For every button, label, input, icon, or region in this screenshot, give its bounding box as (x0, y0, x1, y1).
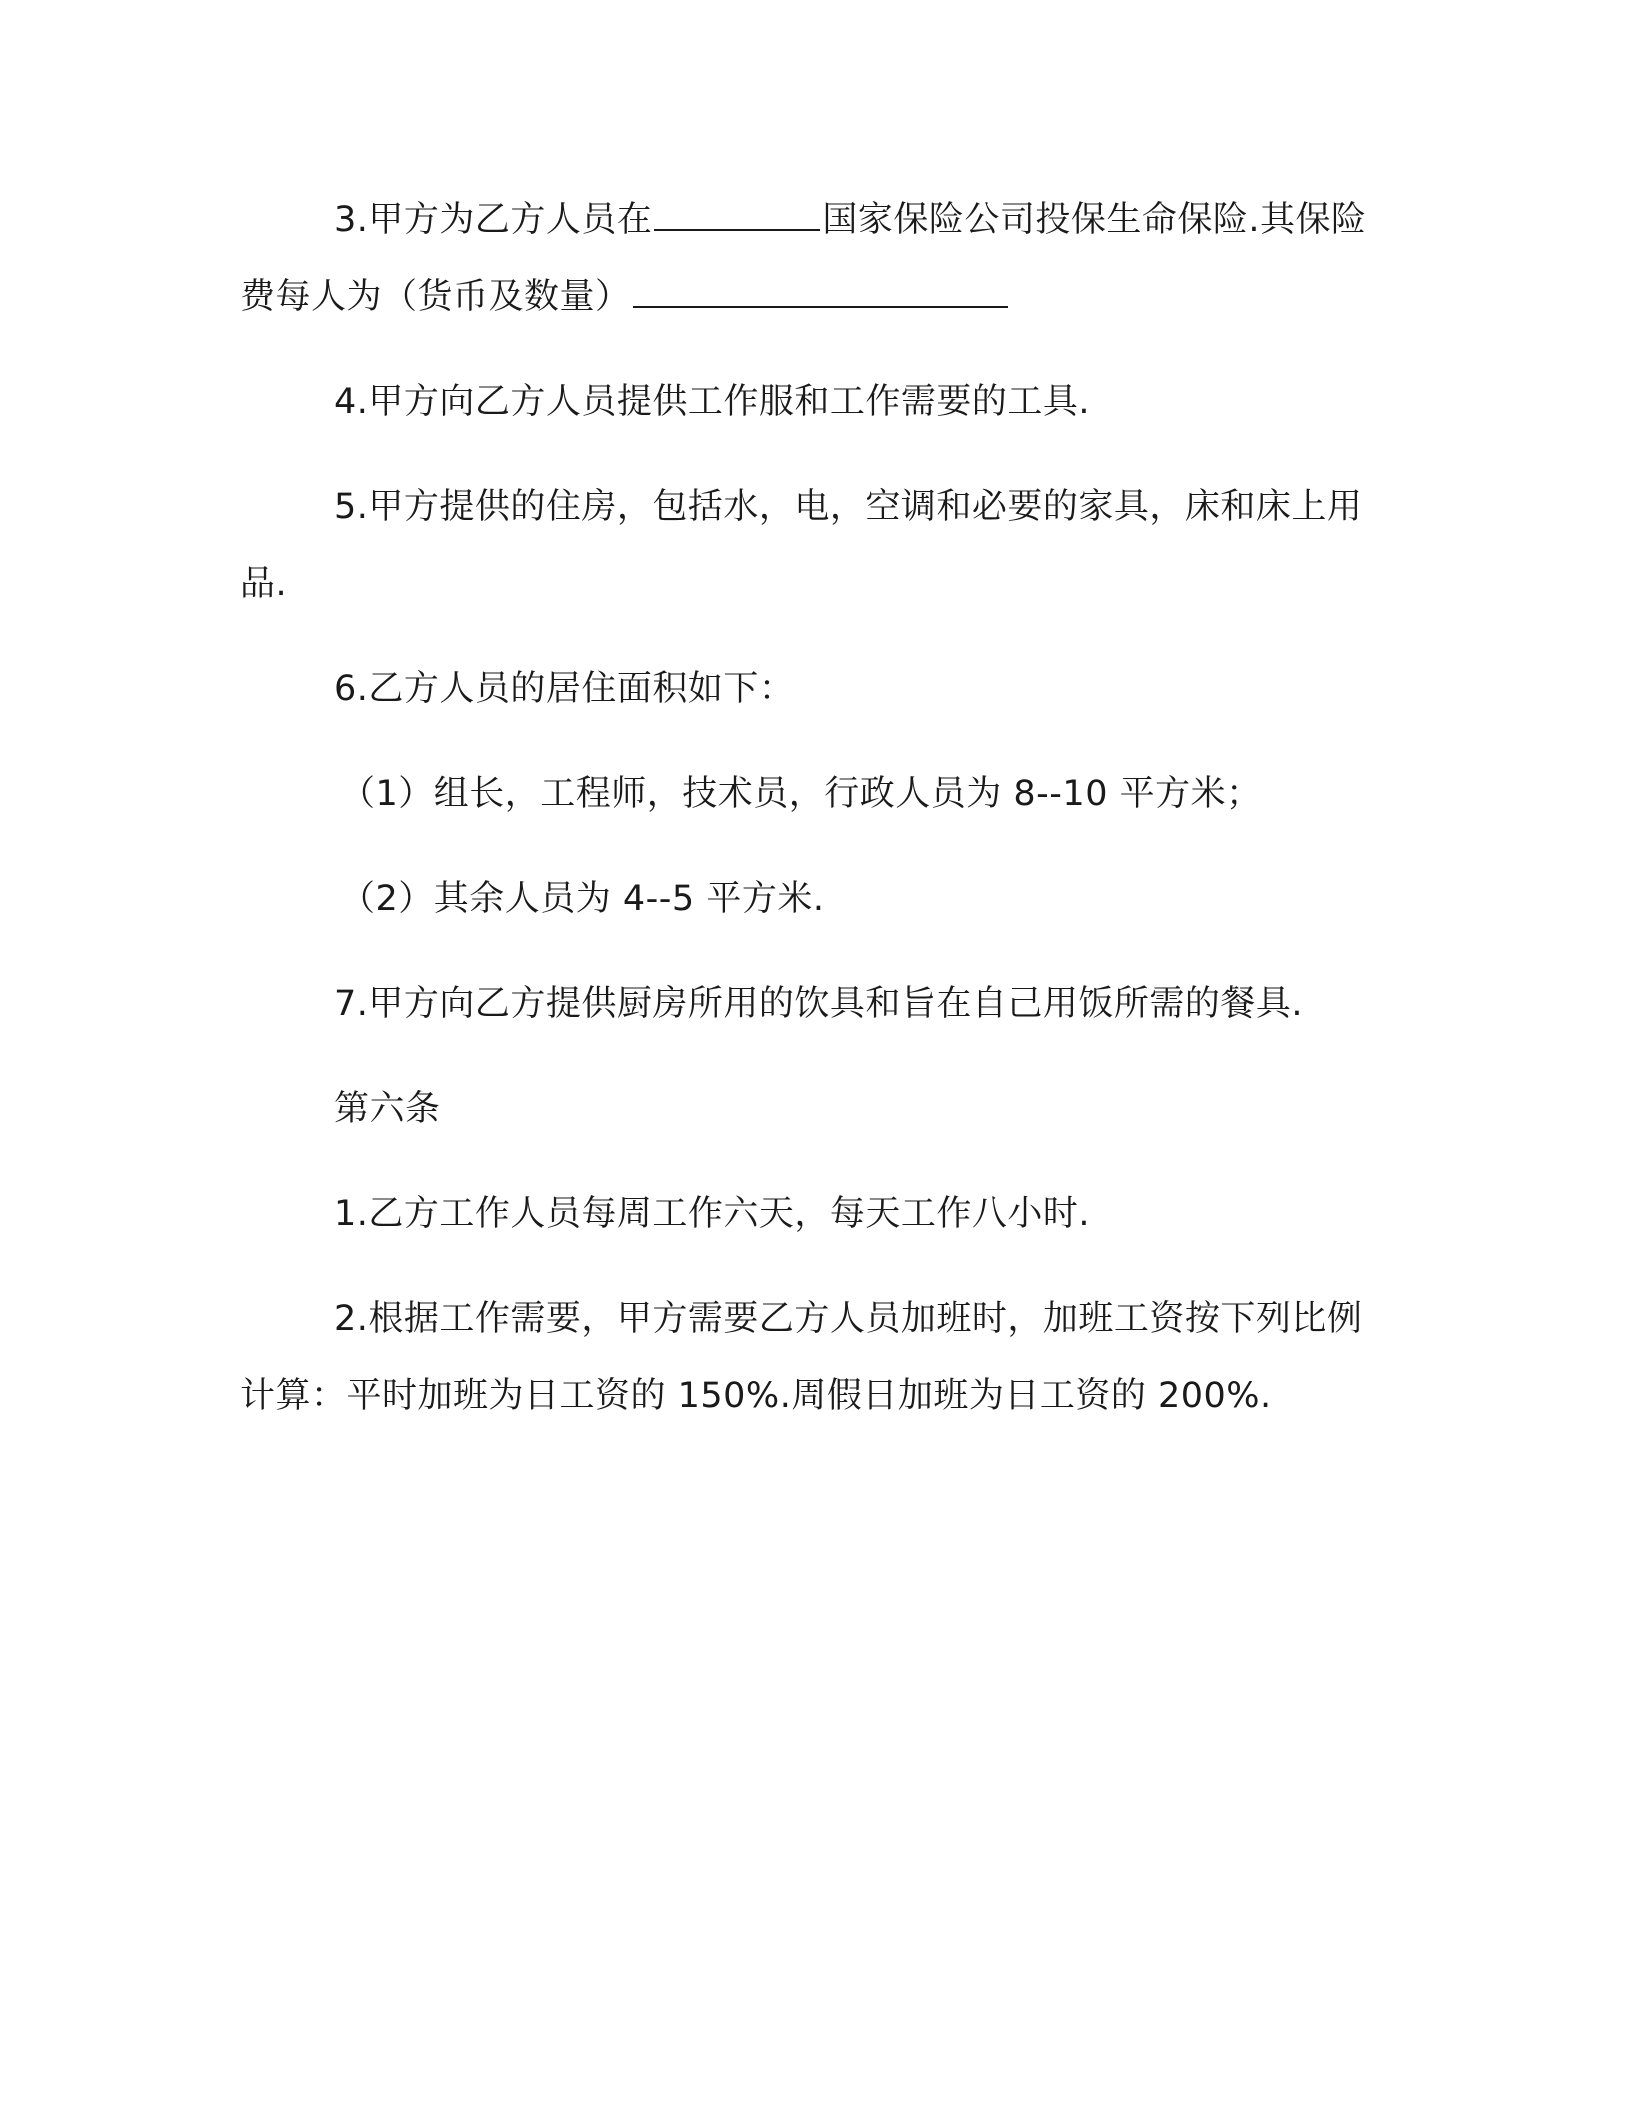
clause-5-5: 5.甲方提供的住房，包括水，电，空调和必要的家具，床和床上用品. (240, 487, 1363, 604)
clause-5-4: 4.甲方向乙方人员提供工作服和工作需要的工具. (334, 382, 1091, 422)
clause-6-2: 2.根据工作需要，甲方需要乙方人员加班时，加班工资按下列比例计算：平时加班为日工资的 150%.周假日加班为日工资的 200%. (240, 1299, 1363, 1416)
article-6-heading: 第六条 (334, 1089, 441, 1129)
clause-6-1: 1.乙方工作人员每周工作六天，每天工作八小时. (334, 1194, 1091, 1234)
clause-5-7: 7.甲方向乙方提供厨房所用的饮具和旨在自己用饭所需的餐具. (334, 984, 1304, 1024)
clause-5-6: 6.乙方人员的居住面积如下： (334, 669, 795, 709)
clause-5-3-text-a: 3.甲方为乙方人员在 (334, 200, 653, 240)
clause-5-3 (240, 182, 1375, 336)
clause-5-3-text-b: 国家保险公司投保生命保险.其保险费每人为（货币及数量） (240, 200, 1367, 317)
clause-5-6-item-1: （1）组长，工程师，技术员，行政人员为 8--10 平方米； (340, 774, 1262, 814)
premium-amount-blank (633, 276, 1008, 308)
clause-5-6-item-2: （2）其余人员为 4--5 平方米. (340, 879, 825, 919)
document-body (240, 182, 1375, 1463)
insurance-company-blank (654, 199, 820, 231)
